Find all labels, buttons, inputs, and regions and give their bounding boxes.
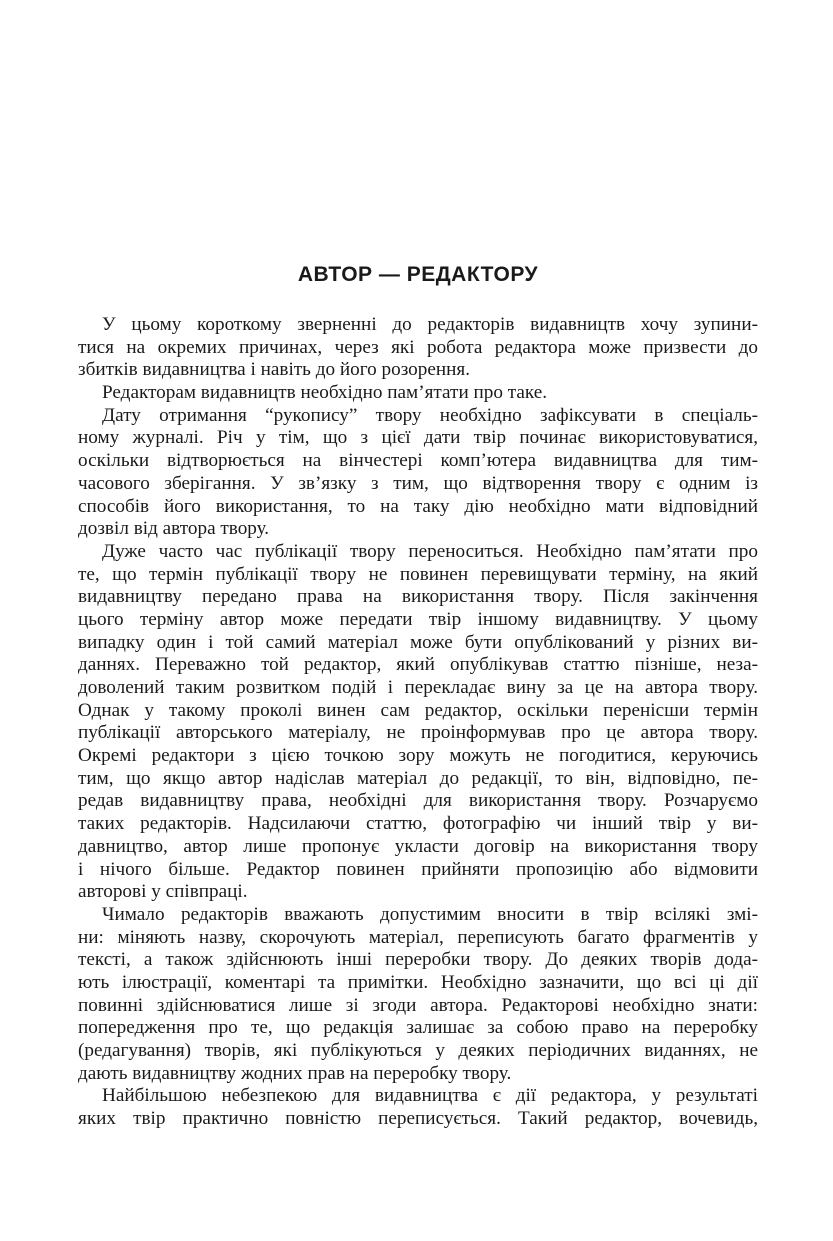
text-line: Чимало редакторів вважають допустимим вносити в твір всілякі змі- (102, 903, 758, 925)
text-line: Редакторам видавництв необхідно пам’ятати про таке. (102, 382, 548, 404)
paragraph (78, 405, 758, 541)
text-line: Однак у такому проколі винен сам редактор, оскільки перенісши термін (78, 699, 758, 721)
text-line: часового зберігання. У зв’язку з тим, що відтворення твору є одним із (78, 472, 758, 494)
text-line: дають видавництву жодних прав на переробку твору. (78, 1062, 512, 1084)
text-line: тися на окремих причинах, через які робота редактора може призвести до (78, 336, 758, 358)
text-line: публікації авторського матеріалу, не проінформував про це автора твору. (78, 722, 758, 744)
text-line: випадку один і той самий матеріал може бути опублікований у різних ви- (78, 631, 758, 653)
text-line: Окремі редактори з цією точкою зору можуть не погодитися, керуючись (78, 745, 758, 767)
text-line: ни: міняють назву, скорочують матеріал, переписують багато фрагментів у (78, 926, 758, 948)
page (78, 258, 758, 1131)
text-line: повинні здійснюватися лише зі згоди автора. Редакторові необхідно знати: (78, 994, 758, 1016)
text-line: оскільки відтворюється на вінчестері комп’ютера видавництва для тим- (78, 450, 758, 472)
text-line: даннях. Переважно той редактор, який опублікував статтю пізніше, неза- (78, 654, 758, 676)
text-line: Дуже часто час публікації твору переноситься. Необхідно пам’ятати про (102, 540, 758, 562)
text-line: те, що термін публікації твору не повинен перевищувати терміну, на який (78, 563, 758, 585)
article-body (78, 314, 758, 1131)
page-title: АВТОР — РЕДАКТОРУ (297, 263, 539, 286)
text-line: Дату отримання “рукопису” твору необхідно зафіксувати в спеціаль- (102, 404, 758, 426)
text-line: Найбільшою небезпекою для видавництва є дії редактора, у результаті (102, 1085, 758, 1107)
paragraph (78, 541, 758, 904)
text-line: редав видавництву права, необхідні для використання твору. Розчаруємо (78, 790, 758, 812)
text-line: способів його використання, то на таку дію необхідно мати відповідний (78, 495, 758, 517)
text-line: цього терміну автор може передати твір іншому видавництву. У цьому (78, 608, 758, 630)
text-line: і нічого більше. Редактор повинен прийняти пропозицію або відмовити (78, 858, 758, 880)
text-line: збитків видавництва і навіть до його розорення. (78, 359, 471, 381)
paragraph (78, 382, 758, 405)
text-line: давництво, автор лише пропонує укласти договір на використання твору (78, 835, 758, 857)
text-line: У цьому короткому зверненні до редакторів видавництв хочу зупини- (102, 314, 758, 335)
text-line: авторові у співпраці. (78, 881, 248, 903)
text-line: таких редакторів. Надсилаючи статтю, фотографію чи інший твір у ви- (78, 813, 758, 835)
text-line: ному журналі. Річ у тім, що з цієї дати твір починає використовуватися, (78, 427, 758, 449)
text-line: ють ілюстрації, коментарі та примітки. Необхідно зазначити, що всі ці дії (78, 971, 758, 993)
text-line: (редагування) творів, які публікуються у деяких періодичних виданнях, не (78, 1040, 758, 1061)
paragraph (78, 904, 758, 1086)
paragraph (78, 1085, 758, 1130)
paragraph (78, 314, 758, 382)
text-line: тим, що якщо автор надіслав матеріал до редакції, то він, відповідно, пе- (78, 767, 758, 789)
text-line: попередження про те, що редакція залишає за собою право на переробку (78, 1017, 758, 1039)
text-line: видавництву передано права на використання твору. Після закінчення (78, 586, 758, 608)
text-line: доволений таким розвитком подій і перекладає вину за це на автора твору. (78, 677, 758, 698)
text-line: яких твір практично повністю переписується. Такий редактор, вочевидь, (78, 1108, 758, 1130)
text-line: дозвіл від автора твору. (78, 518, 270, 540)
text-line: тексті, а також здійснюють інші переробки твору. До деяких творів дода- (78, 949, 758, 971)
